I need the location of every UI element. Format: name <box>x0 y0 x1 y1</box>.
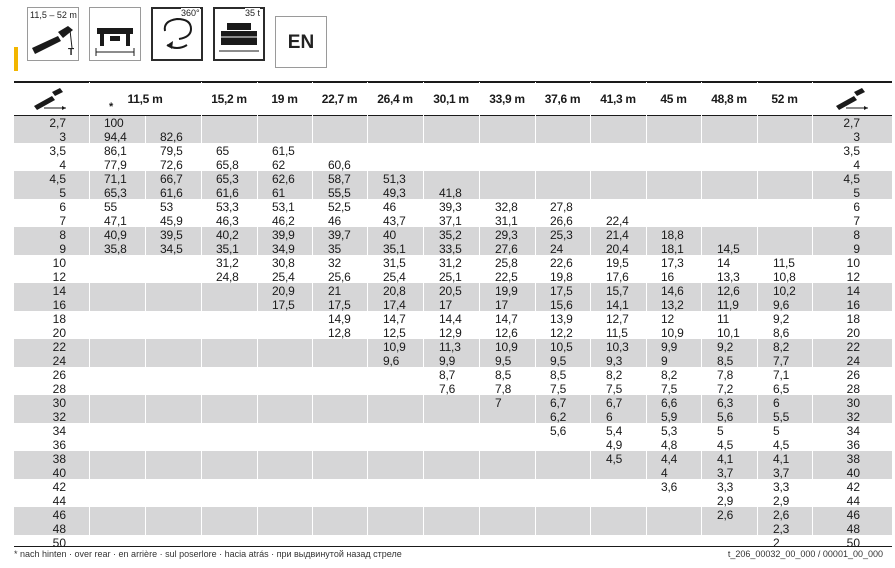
load-value: 12,6 <box>717 284 740 298</box>
col-header: 19 m <box>271 92 298 106</box>
load-value: 40,2 <box>216 228 239 242</box>
radius-left: 18 <box>52 312 66 326</box>
load-value: 11,9 <box>717 298 739 312</box>
load-value: 12,2 <box>550 326 573 340</box>
load-value: 9 <box>661 354 668 368</box>
col-header: 45 m <box>660 92 687 106</box>
radius-right: 8 <box>853 228 860 242</box>
load-value: 3,3 <box>717 480 734 494</box>
load-value: 55,5 <box>328 186 351 200</box>
load-value: 5,6 <box>550 424 567 438</box>
load-value: 17 <box>495 298 508 312</box>
load-value: 6 <box>773 396 780 410</box>
load-value: 25,4 <box>272 270 295 284</box>
col-header: 11,5 m <box>127 92 163 106</box>
col-header: 48,8 m <box>711 92 747 106</box>
load-value: 14,4 <box>439 312 462 326</box>
load-value: 17 <box>439 298 452 312</box>
load-value: 17,6 <box>606 270 629 284</box>
load-value: 7,6 <box>439 382 456 396</box>
load-value: 21,4 <box>606 228 629 242</box>
load-value: 62,6 <box>272 172 295 186</box>
load-value: 6,7 <box>550 396 567 410</box>
radius-left: 22 <box>52 340 66 354</box>
load-value: 61 <box>272 186 285 200</box>
load-value: 39,7 <box>328 228 351 242</box>
radius-left: 46 <box>52 508 66 522</box>
boom-length-icon <box>27 7 79 61</box>
radius-right: 16 <box>846 298 860 312</box>
col-header: 30,1 m <box>433 92 469 106</box>
load-value: 18,1 <box>661 242 684 256</box>
radius-left: 10 <box>52 256 66 270</box>
load-value: 8,2 <box>773 340 790 354</box>
load-value: 41,8 <box>439 186 462 200</box>
load-value: 7,5 <box>606 382 623 396</box>
load-value: 4,8 <box>661 438 678 452</box>
col-divider <box>590 82 591 546</box>
load-value: 45,9 <box>160 214 183 228</box>
load-value: 10,1 <box>717 326 740 340</box>
col-divider <box>646 82 647 546</box>
load-value: 2,6 <box>773 508 790 522</box>
radius-right: 28 <box>846 382 860 396</box>
radius-left: 4 <box>59 158 66 172</box>
load-value: 4,9 <box>606 438 623 452</box>
load-value: 5,6 <box>717 410 734 424</box>
radius-left: 5 <box>59 186 66 200</box>
load-value: 61,6 <box>216 186 239 200</box>
load-value: 3,3 <box>773 480 790 494</box>
load-value: 4,5 <box>717 438 734 452</box>
load-value: 16 <box>661 270 674 284</box>
radius-right: 4,5 <box>843 172 860 186</box>
load-value: 7 <box>495 396 502 410</box>
load-value: 65 <box>216 144 229 158</box>
col-divider <box>812 82 813 546</box>
load-value: 22,5 <box>495 270 518 284</box>
load-value: 10,5 <box>550 340 573 354</box>
load-value: 20,9 <box>272 284 295 298</box>
load-value: 51,3 <box>383 172 406 186</box>
radius-right: 9 <box>853 242 860 256</box>
load-value: 3,6 <box>661 480 678 494</box>
radius-left: 4,5 <box>49 172 66 186</box>
document-code: t_206_00032_00_000 / 00001_00_000 <box>727 549 883 559</box>
load-value: 8,5 <box>550 368 567 382</box>
load-value: 39,5 <box>160 228 183 242</box>
load-value: 65,3 <box>104 186 127 200</box>
load-value: 5,3 <box>661 424 678 438</box>
load-value: 9,9 <box>439 354 456 368</box>
load-value: 3,7 <box>773 466 790 480</box>
load-value: 12,9 <box>439 326 462 340</box>
load-value: 17,3 <box>661 256 684 270</box>
accent-bar <box>14 47 18 71</box>
radius-left: 42 <box>52 480 66 494</box>
radius-left: 30 <box>52 396 66 410</box>
load-value: 77,9 <box>104 158 127 172</box>
over-rear-marker: * <box>109 101 114 113</box>
load-value: 8,7 <box>439 368 456 382</box>
load-value: 7,5 <box>661 382 678 396</box>
load-value: 47,1 <box>104 214 127 228</box>
radius-left: 28 <box>52 382 66 396</box>
load-value: 6 <box>606 410 613 424</box>
load-value: 53,1 <box>272 200 295 214</box>
col-divider <box>423 82 424 546</box>
load-value: 62 <box>272 158 285 172</box>
load-value: 9,2 <box>717 340 734 354</box>
load-value: 60,6 <box>328 158 351 172</box>
load-value: 18,8 <box>661 228 684 242</box>
load-value: 21 <box>328 284 341 298</box>
load-value: 22,6 <box>550 256 573 270</box>
radius-left: 3,5 <box>49 144 66 158</box>
radius-left: 40 <box>52 466 66 480</box>
load-value: 14,7 <box>495 312 518 326</box>
radius-right: 26 <box>846 368 860 382</box>
radius-left: 32 <box>52 410 66 424</box>
load-value: 25,4 <box>383 270 406 284</box>
col-divider <box>312 82 313 546</box>
radius-right: 6 <box>853 200 860 214</box>
load-value: 9,9 <box>661 340 678 354</box>
load-value: 8,2 <box>606 368 623 382</box>
radius-right: 40 <box>846 466 860 480</box>
load-value: 14,5 <box>717 242 740 256</box>
counterweight-icon <box>213 7 265 61</box>
load-value: 19,5 <box>606 256 629 270</box>
load-value: 6,6 <box>661 396 678 410</box>
load-value: 7,2 <box>717 382 734 396</box>
col-divider <box>145 116 146 546</box>
radius-right: 38 <box>846 452 860 466</box>
load-value: 13,2 <box>661 298 684 312</box>
radius-right: 32 <box>846 410 860 424</box>
load-value: 17,5 <box>550 284 573 298</box>
load-value: 26,6 <box>550 214 573 228</box>
col-divider <box>367 82 368 546</box>
col-header: 26,4 m <box>377 92 413 106</box>
radius-right: 3 <box>853 130 860 144</box>
language-button[interactable]: EN <box>275 16 327 68</box>
col-header: 33,9 m <box>489 92 525 106</box>
load-value: 71,1 <box>104 172 127 186</box>
radius-left: 6 <box>59 200 66 214</box>
load-value: 4,4 <box>661 452 678 466</box>
load-value: 46 <box>328 214 341 228</box>
load-value: 9,6 <box>383 354 400 368</box>
load-value: 35,1 <box>216 242 239 256</box>
load-value: 49,3 <box>383 186 406 200</box>
load-value: 7,1 <box>773 368 790 382</box>
load-value: 8,2 <box>661 368 678 382</box>
radius-right: 48 <box>846 522 860 536</box>
radius-left: 44 <box>52 494 66 508</box>
load-value: 20,5 <box>439 284 462 298</box>
col-divider <box>701 82 702 546</box>
footnote: * nach hinten · over rear · en arrière · sul poserlore · hacia atrás · при выдвинутой назад стреле <box>14 549 402 559</box>
load-value: 7,8 <box>717 368 734 382</box>
load-value: 79,5 <box>160 144 183 158</box>
load-value: 2,9 <box>773 494 790 508</box>
load-value: 10,9 <box>661 326 684 340</box>
radius-right: 5 <box>853 186 860 200</box>
load-value: 35 <box>328 242 341 256</box>
load-value: 12,7 <box>606 312 629 326</box>
load-value: 12,6 <box>495 326 518 340</box>
load-value: 53,3 <box>216 200 239 214</box>
telescope-mark: T <box>68 47 75 58</box>
load-value: 4,5 <box>773 438 790 452</box>
radius-left: 12 <box>52 270 66 284</box>
radius-right: 24 <box>846 354 860 368</box>
load-value: 19,9 <box>495 284 518 298</box>
load-value: 53 <box>160 200 173 214</box>
load-value: 27,6 <box>495 242 518 256</box>
load-value: 19,8 <box>550 270 573 284</box>
load-value: 8,6 <box>773 326 790 340</box>
load-value: 31,1 <box>495 214 518 228</box>
load-value: 52,5 <box>328 200 351 214</box>
load-value: 25,6 <box>328 270 351 284</box>
col-header: 52 m <box>771 92 798 106</box>
table-bottom-rule <box>14 546 892 547</box>
load-value: 27,8 <box>550 200 573 214</box>
col-divider <box>257 82 258 546</box>
col-divider <box>89 82 90 546</box>
load-value: 6,5 <box>773 382 790 396</box>
col-divider <box>201 82 202 546</box>
load-value: 13,9 <box>550 312 573 326</box>
radius-left: 20 <box>52 326 66 340</box>
load-value: 5,9 <box>661 410 678 424</box>
load-value: 4,1 <box>773 452 790 466</box>
col-divider <box>479 82 480 546</box>
load-value: 20,8 <box>383 284 406 298</box>
rotation-360-icon <box>151 7 203 61</box>
col-header: 41,3 m <box>600 92 636 106</box>
load-value: 11 <box>717 312 730 326</box>
load-value: 10,2 <box>773 284 796 298</box>
load-value: 14,9 <box>328 312 351 326</box>
load-value: 94,4 <box>104 130 127 144</box>
radius-left: 24 <box>52 354 66 368</box>
load-value: 39,3 <box>439 200 462 214</box>
radius-icon-left <box>30 86 70 112</box>
radius-icon-right <box>832 86 872 112</box>
load-value: 4,1 <box>717 452 734 466</box>
col-header: 37,6 m <box>544 92 581 106</box>
load-value: 14 <box>717 256 730 270</box>
load-value: 9,2 <box>773 312 790 326</box>
load-value: 4,5 <box>606 452 623 466</box>
radius-right: 18 <box>846 312 860 326</box>
radius-left: 2,7 <box>49 116 66 130</box>
load-value: 100 <box>104 116 124 130</box>
load-value: 12,5 <box>383 326 406 340</box>
load-value: 12 <box>661 312 674 326</box>
load-value: 46,3 <box>216 214 239 228</box>
load-value: 34,9 <box>272 242 295 256</box>
load-value: 34,5 <box>160 242 183 256</box>
load-value: 58,7 <box>328 172 351 186</box>
load-value: 2,9 <box>717 494 734 508</box>
load-value: 5 <box>717 424 724 438</box>
radius-right: 20 <box>846 326 860 340</box>
load-value: 31,5 <box>383 256 406 270</box>
load-value: 14,7 <box>383 312 406 326</box>
load-value: 17,4 <box>383 298 406 312</box>
load-value: 25,8 <box>495 256 518 270</box>
radius-left: 9 <box>59 242 66 256</box>
radius-left: 50 <box>52 536 66 550</box>
load-value: 2,6 <box>717 508 734 522</box>
col-header: 15,2 m <box>211 92 247 106</box>
radius-right: 3,5 <box>843 144 860 158</box>
load-value: 46 <box>383 200 396 214</box>
load-value: 11,5 <box>773 256 795 270</box>
load-value: 14,1 <box>606 298 629 312</box>
load-value: 35,8 <box>104 242 127 256</box>
load-value: 9,6 <box>773 298 790 312</box>
radius-right: 44 <box>846 494 860 508</box>
load-value: 7,8 <box>495 382 512 396</box>
load-value: 61,5 <box>272 144 295 158</box>
load-value: 65,8 <box>216 158 239 172</box>
load-value: 32 <box>328 256 341 270</box>
load-value: 17,5 <box>272 298 295 312</box>
load-value: 7,7 <box>773 354 790 368</box>
load-value: 5 <box>773 424 780 438</box>
load-value: 72,6 <box>160 158 183 172</box>
load-value: 35,1 <box>383 242 406 256</box>
radius-right: 10 <box>846 256 860 270</box>
radius-left: 7 <box>59 214 66 228</box>
load-value: 29,3 <box>495 228 518 242</box>
load-value: 6,7 <box>606 396 623 410</box>
load-value: 8,5 <box>495 368 512 382</box>
col-divider <box>535 82 536 546</box>
load-value: 10,3 <box>606 340 629 354</box>
load-value: 11,3 <box>439 340 461 354</box>
load-value: 2 <box>773 536 780 550</box>
load-value: 8,5 <box>717 354 734 368</box>
radius-right: 4 <box>853 158 860 172</box>
load-value: 46,2 <box>272 214 295 228</box>
load-value: 3,7 <box>717 466 734 480</box>
radius-left: 36 <box>52 438 66 452</box>
radius-left: 8 <box>59 228 66 242</box>
load-value: 20,4 <box>606 242 629 256</box>
boom-length-label: 11,5 – 52 m <box>30 10 77 20</box>
radius-left: 48 <box>52 522 66 536</box>
load-value: 15,7 <box>606 284 629 298</box>
load-value: 30,8 <box>272 256 295 270</box>
load-value: 40 <box>383 228 396 242</box>
outrigger-icon <box>89 7 141 61</box>
load-value: 6,2 <box>550 410 567 424</box>
load-value: 86,1 <box>104 144 127 158</box>
load-value: 24 <box>550 242 563 256</box>
load-value: 55 <box>104 200 117 214</box>
load-value: 13,3 <box>717 270 740 284</box>
load-value: 12,8 <box>328 326 351 340</box>
counterweight-label: 35 t <box>245 8 261 18</box>
radius-left: 34 <box>52 424 66 438</box>
load-value: 10,9 <box>495 340 518 354</box>
load-value: 17,5 <box>328 298 351 312</box>
load-value: 14,6 <box>661 284 684 298</box>
radius-right: 34 <box>846 424 860 438</box>
load-value: 4 <box>661 466 668 480</box>
load-value: 7,5 <box>550 382 567 396</box>
radius-left: 14 <box>52 284 66 298</box>
load-value: 9,3 <box>606 354 623 368</box>
load-value: 2,3 <box>773 522 790 536</box>
load-value: 66,7 <box>160 172 183 186</box>
load-value: 5,5 <box>773 410 790 424</box>
radius-right: 14 <box>846 284 860 298</box>
load-value: 33,5 <box>439 242 462 256</box>
load-value: 43,7 <box>383 214 406 228</box>
load-value: 24,8 <box>216 270 239 284</box>
load-value: 5,4 <box>606 424 623 438</box>
rotation-label: 360° <box>181 8 200 18</box>
load-value: 31,2 <box>216 256 239 270</box>
load-value: 32,8 <box>495 200 518 214</box>
radius-right: 2,7 <box>843 116 860 130</box>
load-value: 31,2 <box>439 256 462 270</box>
load-value: 22,4 <box>606 214 629 228</box>
radius-right: 7 <box>853 214 860 228</box>
load-value: 61,6 <box>160 186 183 200</box>
load-value: 82,6 <box>160 130 183 144</box>
radius-left: 38 <box>52 452 66 466</box>
load-value: 40,9 <box>104 228 127 242</box>
load-value: 6,3 <box>717 396 734 410</box>
radius-right: 30 <box>846 396 860 410</box>
load-value: 25,1 <box>439 270 462 284</box>
load-value: 10,8 <box>773 270 796 284</box>
radius-right: 36 <box>846 438 860 452</box>
radius-left: 3 <box>59 130 66 144</box>
radius-right: 46 <box>846 508 860 522</box>
load-value: 11,5 <box>606 326 628 340</box>
radius-right: 12 <box>846 270 860 284</box>
load-value: 65,3 <box>216 172 239 186</box>
radius-left: 26 <box>52 368 66 382</box>
load-value: 25,3 <box>550 228 573 242</box>
load-value: 9,5 <box>495 354 512 368</box>
load-value: 35,2 <box>439 228 462 242</box>
radius-right: 42 <box>846 480 860 494</box>
load-value: 10,9 <box>383 340 406 354</box>
table-top-rule <box>14 81 892 83</box>
load-value: 39,9 <box>272 228 295 242</box>
col-divider <box>757 82 758 546</box>
col-header: 22,7 m <box>321 92 358 106</box>
radius-right: 22 <box>846 340 860 354</box>
radius-left: 16 <box>52 298 66 312</box>
load-value: 37,1 <box>439 214 462 228</box>
load-value: 9,5 <box>550 354 567 368</box>
radius-right: 50 <box>846 536 860 550</box>
load-value: 15,6 <box>550 298 573 312</box>
